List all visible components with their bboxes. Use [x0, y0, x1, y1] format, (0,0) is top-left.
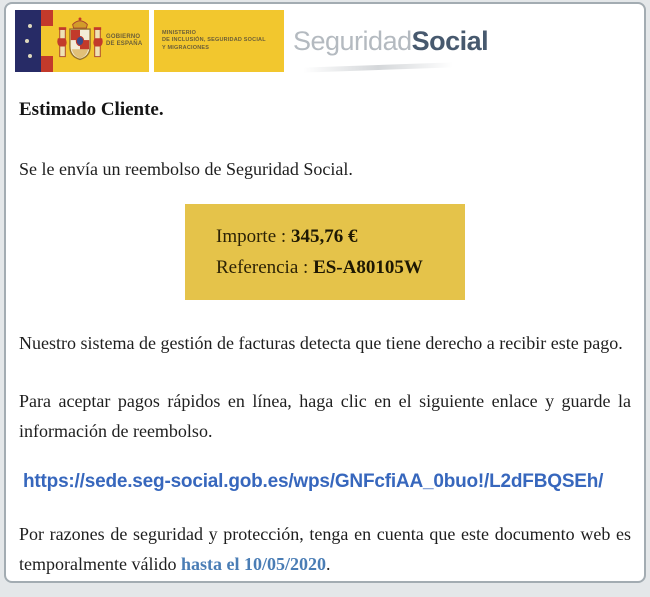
validity-date-highlight: hasta el 10/05/2020	[180, 554, 326, 574]
gov-header-logo	[15, 10, 636, 72]
brand-seguridad: Seguridad	[293, 25, 412, 56]
refund-info-box	[185, 204, 465, 300]
ministerio-label: MINISTERIO DE INCLUSIÓN, SEGURIDAD SOCIAL Y MIGRACIONES	[162, 29, 266, 51]
referencia-label: Referencia :	[216, 256, 314, 278]
spain-coat-of-arms-icon	[57, 16, 103, 66]
brand-social: Social	[411, 25, 489, 56]
eu-flag-icon	[15, 10, 41, 72]
importe-row	[216, 225, 465, 249]
spain-flag-stripe	[41, 10, 53, 72]
detection-paragraph: Nuestro sistema de gestión de facturas detecta que tiene derecho a recibir este pago.	[19, 333, 623, 353]
importe-value: 345,76 €	[290, 225, 358, 247]
validity-paragraph	[19, 519, 631, 579]
ministerio-block	[154, 10, 284, 72]
email-document	[4, 2, 646, 583]
referencia-row	[216, 256, 465, 280]
validity-text-before: Por razones de seguridad y protección, tenga en cuenta que este documento web es temporalmente válido	[19, 524, 631, 574]
gobierno-de-espana-block	[53, 10, 149, 72]
gobierno-label: GOBIERNO DE ESPAÑA	[106, 34, 143, 47]
greeting-text: Estimado Cliente.	[19, 99, 164, 120]
importe-label: Importe :	[216, 225, 291, 247]
link-line	[23, 471, 636, 493]
refund-link[interactable]: https://sede.seg-social.gob.es/wps/GNFcfiAA_0buo!/L2dFBQSEh/	[23, 471, 604, 492]
seguridad-social-logo	[293, 10, 488, 72]
brand-underline-swoosh	[303, 62, 453, 72]
intro-text: Se le envía un reembolso de Seguridad Social.	[19, 159, 353, 179]
action-paragraph: Para aceptar pagos rápidos en línea, haga clic en el siguiente enlace y guarde la información de reembolso.	[19, 391, 631, 441]
validity-text-after: .	[325, 554, 331, 574]
referencia-value: ES-A80105W	[313, 256, 423, 278]
